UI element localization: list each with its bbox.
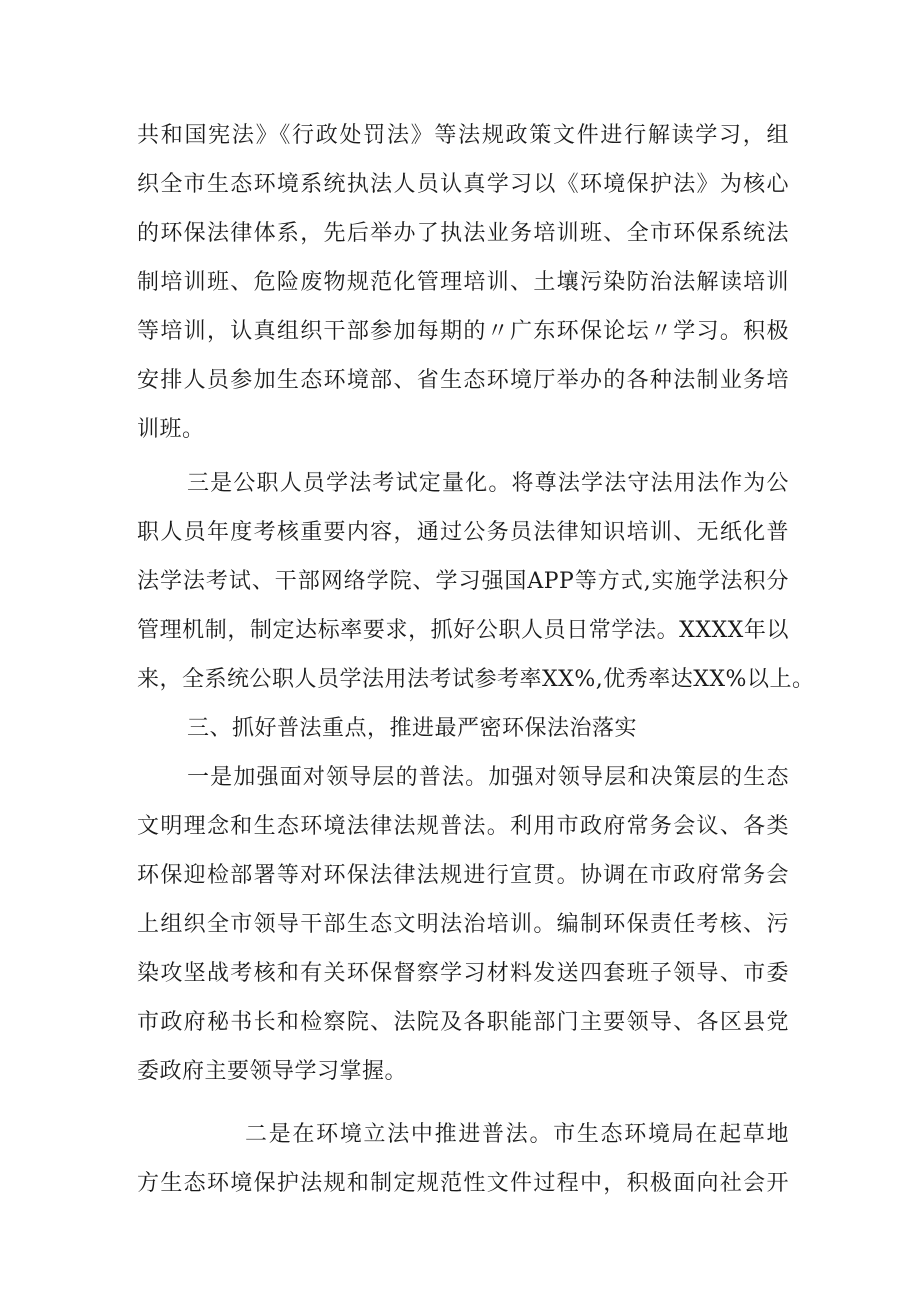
- section-heading: 三、抓好普法重点，推进最严密环保法治落实: [187, 716, 638, 741]
- text-line: 上组织全市领导干部生态文明法治培训。编制环保责任考核、污: [137, 912, 789, 937]
- text-line: 织全市生态环境系统执法人员认真学习以《环境保护法》为核心: [137, 172, 789, 197]
- text-line: 职人员年度考核重要内容，通过公务员法律知识培训、无纸化普: [137, 520, 789, 545]
- text-line: 文明理念和生态环境法律法规普法。利用市政府常务会议、各类: [137, 814, 789, 839]
- text-line: 环保迎检部署等对环保法律法规进行宣贯。协调在市政府常务会: [137, 863, 789, 888]
- text-line: 管理机制，制定达标率要求，抓好公职人员日常学法。XXXX年以: [137, 618, 789, 643]
- text-line: 来，全系统公职人员学法用法考试参考率XX%,优秀率达XX%以上。: [137, 667, 815, 692]
- text-line: 共和国宪法》《行政处罚法》等法规政策文件进行解读学习，组: [137, 123, 789, 148]
- text-line: 市政府秘书长和检察院、法院及各职能部门主要领导、各区县党: [137, 1010, 789, 1035]
- text-line: 训班。: [137, 417, 205, 442]
- text-line: 安排人员参加生态环境部、省生态环境厅举办的各种法制业务培: [137, 368, 789, 393]
- text-line: 的环保法律体系，先后举办了执法业务培训班、全市环保系统法: [137, 221, 789, 246]
- text-line: 方生态环境保护法规和制定规范性文件过程中，积极面向社会开: [137, 1171, 789, 1196]
- text-line: 委政府主要领导学习掌握。: [137, 1059, 408, 1084]
- text-line: 一是加强面对领导层的普法。加强对领导层和决策层的生态: [187, 765, 789, 790]
- text-line: 等培训，认真组织干部参加每期的〃广东环保论坛〃学习。积极: [137, 319, 789, 344]
- text-line: 染攻坚战考核和有关环保督察学习材料发送四套班子领导、市委: [137, 961, 789, 986]
- text-line: 二是在环境立法中推进普法。市生态环境局在起草地: [245, 1122, 789, 1147]
- text-line: 三是公职人员学法考试定量化。将尊法学法守法用法作为公: [187, 471, 789, 496]
- text-line: 法学法考试、干部网络学院、学习强国APP等方式,实施学法积分: [137, 569, 789, 594]
- text-line: 制培训班、危险废物规范化管理培训、土壤污染防治法解读培训: [137, 270, 789, 295]
